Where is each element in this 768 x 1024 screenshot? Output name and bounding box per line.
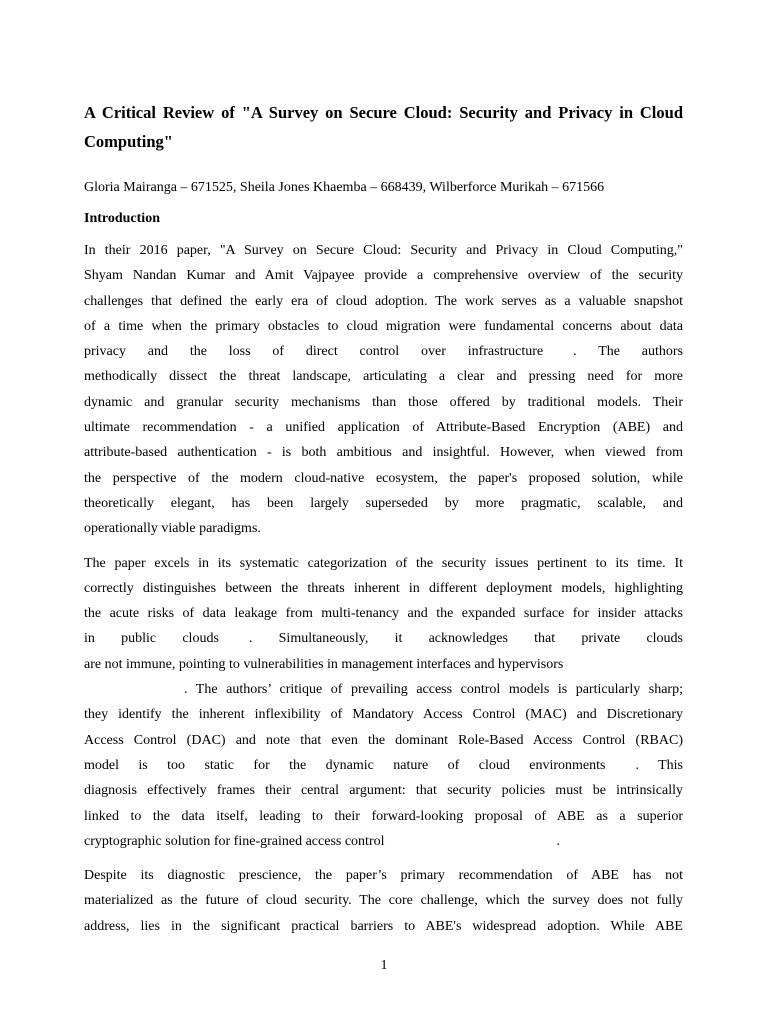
text-segment: model is too static for the dynamic nature of cloud environments <box>84 757 606 773</box>
text-line <box>84 677 683 702</box>
text-line: are not immune, pointing to vulnerabilities in management interfaces and hypervisors <box>84 656 564 672</box>
page-number: 1 <box>380 958 388 973</box>
text-line: diagnosis effectively frames their central argument: that security policies must be intrinsically <box>84 783 683 799</box>
text-line: operationally viable paradigms. <box>84 521 261 537</box>
text-line: materialized as the future of cloud security. The core challenge, which the survey does not fully <box>84 893 683 909</box>
text-segment: . Simultaneously, it acknowledges that private clouds <box>248 631 683 647</box>
text-line <box>84 829 683 854</box>
paragraph-3 <box>84 863 683 939</box>
text-line: ultimate recommendation - a unified application of Attribute-Based Encryption (ABE) and <box>84 420 683 436</box>
text-segment: privacy and the loss of direct control over infrastructure <box>84 344 544 360</box>
text-line: attribute-based authentication - is both ambitious and insightful. However, when viewed from <box>84 445 683 461</box>
text-line: correctly distinguishes between the threats inherent in different deployment models, highlighting <box>84 580 683 596</box>
text-segment: . <box>556 833 561 849</box>
text-line: the perspective of the modern cloud-native ecosystem, the paper's proposed solution, while <box>84 470 683 486</box>
text-line: Shyam Nandan Kumar and Amit Vajpayee provide a comprehensive overview of the security <box>84 268 683 284</box>
text-line: the acute risks of data leakage from multi-tenancy and the expanded surface for insider attacks <box>84 606 683 622</box>
text-line: theoretically elegant, has been largely superseded by more pragmatic, scalable, and <box>84 495 683 511</box>
text-line: Despite its diagnostic prescience, the paper’s primary recommendation of ABE has not <box>84 868 683 884</box>
text-segment: . The authors <box>573 344 683 360</box>
author-line: Gloria Mairanga – 671525, Sheila Jones Khaemba – 668439, Wilberforce Murikah – 671566 <box>84 180 605 195</box>
text-line: In their 2016 paper, "A Survey on Secure Cloud: Security and Privacy in Cloud Computing," <box>84 243 683 258</box>
document-page <box>84 98 683 948</box>
text-line: challenges that defined the early era of cloud adoption. The work serves as a valuable snapshot <box>84 293 683 309</box>
text-segment: in public clouds <box>84 631 219 647</box>
text-line: dynamic and granular security mechanisms than those offered by traditional models. Their <box>84 394 683 410</box>
text-segment: . This <box>635 757 683 773</box>
paragraph-2 <box>84 551 683 855</box>
document-title: A Critical Review of "A Survey on Secure Cloud: Security and Privacy in Cloud Computing" <box>84 103 683 151</box>
text-segment: . The authors’ critique of prevailing access control models is particularly sharp; <box>184 682 683 698</box>
text-line <box>84 339 683 364</box>
text-line: The paper excels in its systematic categorization of the security issues pertinent to its time. It <box>84 555 683 571</box>
text-line: they identify the inherent inflexibility of Mandatory Access Control (MAC) and Discretionary <box>84 707 683 723</box>
text-line: methodically dissect the threat landscape, articulating a clear and pressing need for more <box>84 369 683 385</box>
text-line: linked to the data itself, leading to their forward-looking proposal of ABE as a superior <box>84 808 683 824</box>
text-line <box>84 626 683 651</box>
text-line <box>84 753 683 778</box>
paragraph-1 <box>84 238 683 542</box>
text-line: Access Control (DAC) and note that even the dominant Role-Based Access Control (RBAC) <box>84 732 683 748</box>
text-line: of a time when the primary obstacles to cloud migration were fundamental concerns about data <box>84 318 683 334</box>
section-heading: Introduction <box>84 211 160 226</box>
text-segment: cryptographic solution for fine-grained access control <box>84 833 385 849</box>
text-line: address, lies in the significant practical barriers to ABE's widespread adoption. While ABE <box>84 918 683 934</box>
